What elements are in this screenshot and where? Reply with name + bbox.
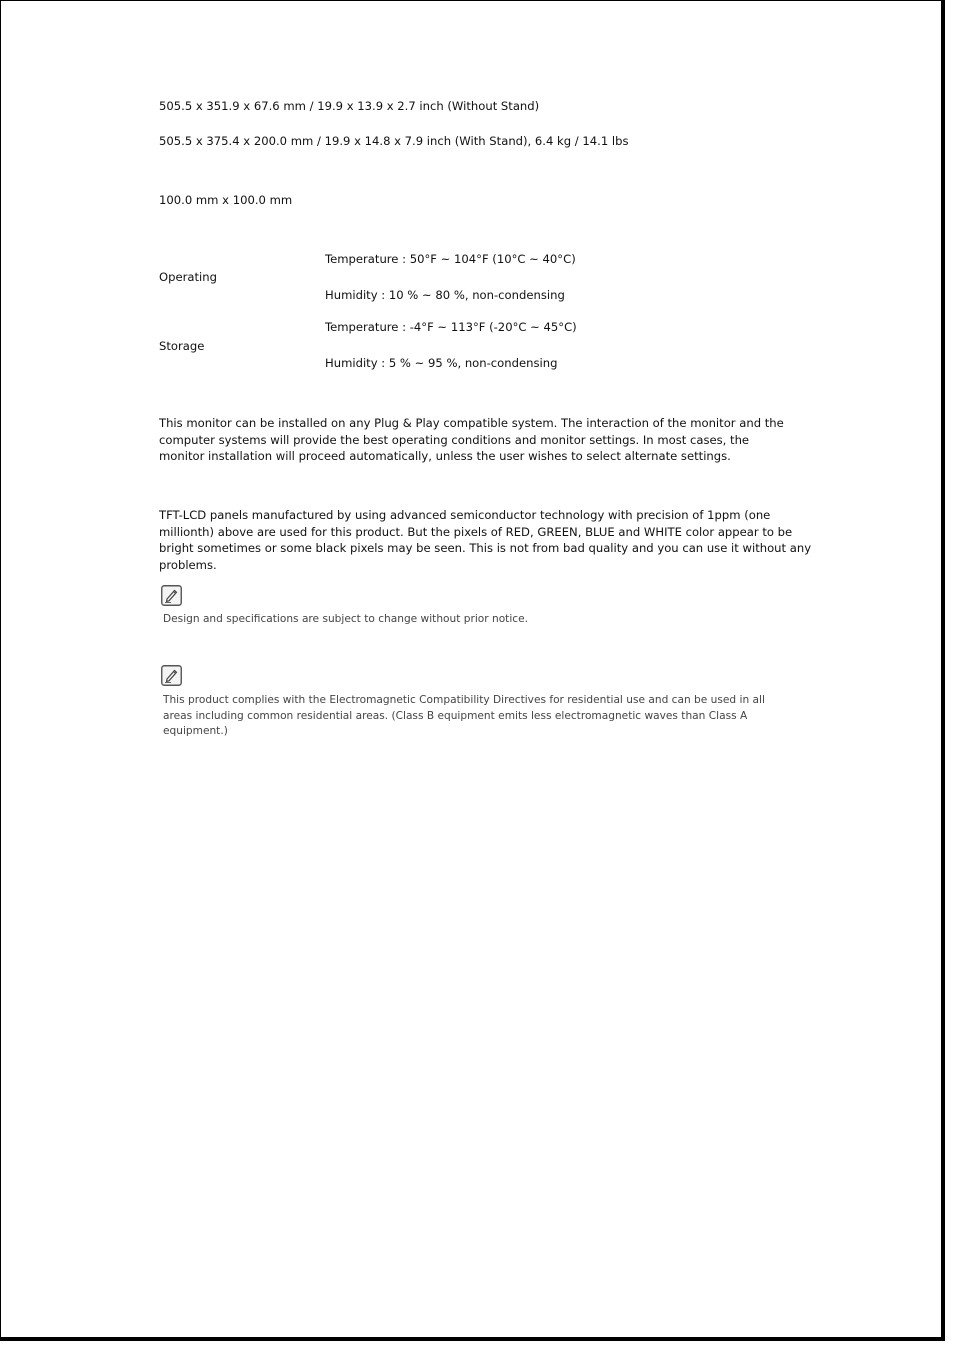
operating-label: Operating <box>159 270 217 284</box>
note-text: This product complies with the Electromagnetic Compatibility Directives for residential use and can be used in all areas including common residential areas. (Class B equipment emits less electromagnetic waves than Class A equipment.) <box>163 694 765 737</box>
note-pencil-icon <box>161 665 182 686</box>
note-pencil-icon <box>161 585 182 606</box>
note-text: Design and specifications are subject to change without prior notice. <box>163 613 528 625</box>
dimensions-without-stand: 505.5 x 351.9 x 67.6 mm / 19.9 x 13.9 x 2.7 inch (Without Stand) <box>159 99 540 113</box>
storage-label: Storage <box>159 339 205 353</box>
storage-humidity: Humidity : 5 % ~ 95 %, non-condensing <box>325 356 558 370</box>
vesa-mount-value: 100.0 mm x 100.0 mm <box>159 193 293 207</box>
dot-acceptable-paragraph: TFT-LCD panels manufactured by using advanced semiconductor technology with precision of 1ppm (one millionth) above are used for this product. But the pixels of RED, GREEN, BLUE and WHITE color appear to be bright sometimes or some black pixels may be seen. This is not from bad quality and you can use it without any problems. <box>159 508 812 572</box>
dimensions-with-stand: 505.5 x 375.4 x 200.0 mm / 19.9 x 14.8 x 7.9 inch (With Stand), 6.4 kg / 14.1 lbs <box>159 134 629 148</box>
operating-humidity: Humidity : 10 % ~ 80 %, non-condensing <box>325 288 565 302</box>
plug-and-play-paragraph: This monitor can be installed on any Plug & Play compatible system. The interaction of the monitor and the computer systems will provide the best operating conditions and monitor settings. In most cases, the monitor installation will proceed automatically, unless the user wishes to select alternate settings. <box>159 416 784 464</box>
operating-temperature: Temperature : 50°F ~ 104°F (10°C ~ 40°C) <box>325 252 576 266</box>
storage-temperature: Temperature : -4°F ~ 113°F (-20°C ~ 45°C) <box>325 320 577 334</box>
